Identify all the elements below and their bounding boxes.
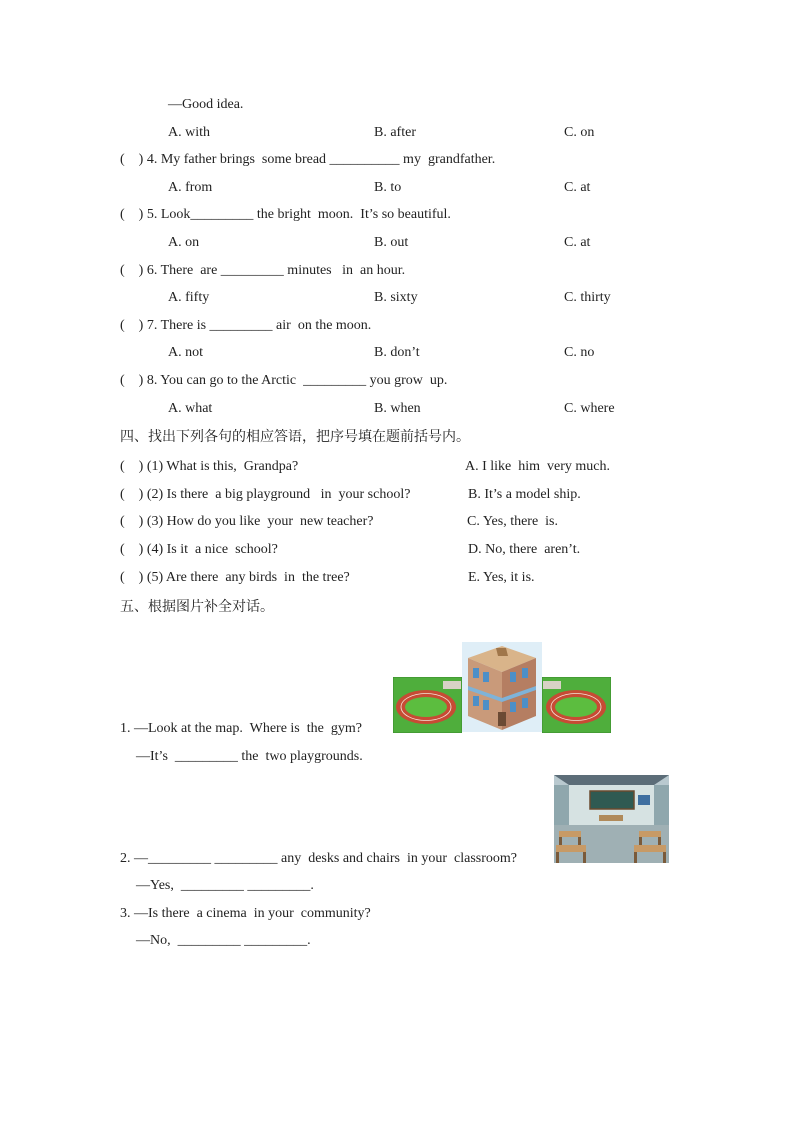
q5-option-c: C. at [564, 235, 591, 250]
q4-stem: ( ) 4. My father brings some bread __________ my grandfather. [120, 152, 496, 167]
section4-answer-e: E. Yes, it is. [468, 570, 535, 585]
q7-option-a: A. not [168, 345, 203, 360]
q4-option-b: B. to [374, 180, 402, 195]
q8-stem: ( ) 8. You can go to the Arctic _________ you grow up. [120, 373, 448, 388]
q6-stem: ( ) 6. There are _________ minutes in an hour. [120, 263, 406, 278]
q8-option-a: A. what [168, 401, 213, 416]
section4-question-4: ( ) (4) Is it a nice school? [120, 542, 278, 557]
q3-option-a: A. with [168, 125, 210, 140]
q7-option-b: B. don’t [374, 345, 420, 360]
dialogue-2-answer: —Yes, _________ _________. [136, 878, 314, 893]
section4-question-1: ( ) (1) What is this, Grandpa? [120, 459, 299, 474]
section4-question-3: ( ) (3) How do you like your new teacher? [120, 514, 374, 529]
q8-option-c: C. where [564, 401, 615, 416]
q5-option-a: A. on [168, 235, 200, 250]
classroom-illustration [554, 775, 669, 863]
section4-question-5: ( ) (5) Are there any birds in the tree? [120, 570, 350, 585]
q6-option-a: A. fifty [168, 290, 210, 305]
playground-icon [542, 677, 611, 733]
school-building-icon [462, 642, 542, 732]
section4-answer-d: D. No, there aren’t. [468, 542, 581, 557]
q5-option-b: B. out [374, 235, 409, 250]
q6-option-c: C. thirty [564, 290, 611, 305]
q6-option-b: B. sixty [374, 290, 418, 305]
dialogue-1-question: 1. —Look at the map. Where is the gym? [120, 721, 362, 736]
dialogue-2-question: 2. —_________ _________ any desks and chairs in your classroom? [120, 851, 517, 866]
q7-option-c: C. no [564, 345, 595, 360]
q3-option-b: B. after [374, 125, 416, 140]
dialogue-1-answer: —It’s _________ the two playgrounds. [136, 749, 363, 764]
section4-answer-b: B. It’s a model ship. [468, 487, 581, 502]
q4-option-c: C. at [564, 180, 591, 195]
section4-answer-c: C. Yes, there is. [467, 514, 559, 529]
q4-option-a: A. from [168, 180, 213, 195]
section4-answer-a: A. I like him very much. [465, 459, 611, 474]
playground-icon [393, 677, 462, 733]
section5-heading: 五、根据图片补全对话。 [120, 599, 274, 615]
section4-question-2: ( ) (2) Is there a big playground in your school? [120, 487, 411, 502]
q3-answer-line: —Good idea. [168, 97, 244, 112]
dialogue-3-question: 3. —Is there a cinema in your community? [120, 906, 371, 921]
section4-heading: 四、找出下列各句的相应答语，把序号填在题前括号内。 [120, 429, 470, 445]
q7-stem: ( ) 7. There is _________ air on the moon. [120, 318, 372, 333]
q5-stem: ( ) 5. Look_________ the bright moon. It’s so beautiful. [120, 207, 451, 222]
dialogue-3-answer: —No, _________ _________. [136, 933, 311, 948]
q8-option-b: B. when [374, 401, 421, 416]
q3-option-c: C. on [564, 125, 595, 140]
